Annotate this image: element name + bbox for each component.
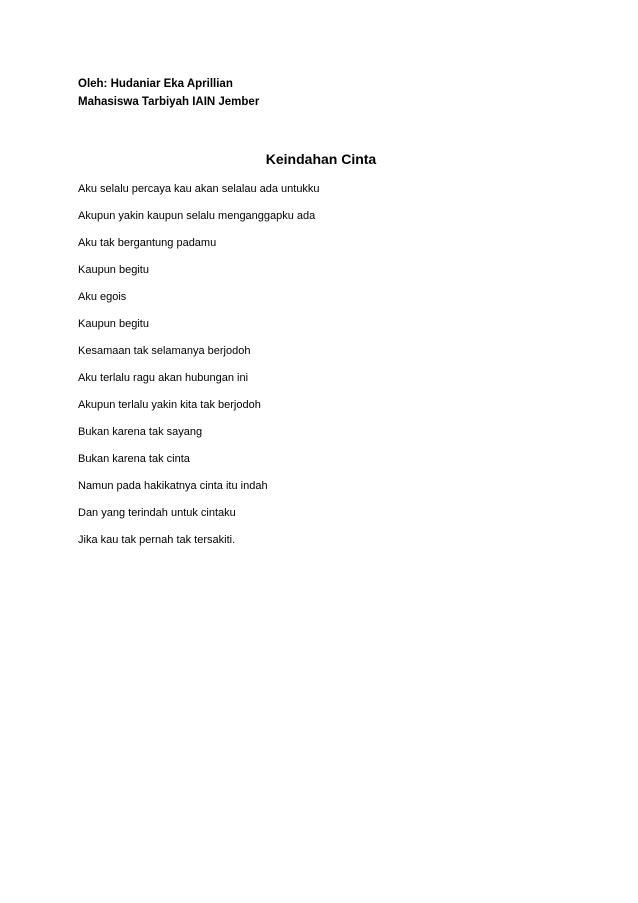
poem-line: Aku selalu percaya kau akan selalau ada untukku (78, 183, 320, 195)
poem-line: Jika kau tak pernah tak tersakiti. (78, 534, 236, 546)
poem-line: Dan yang terindah untuk cintaku (78, 507, 236, 519)
poem-line: Aku tak bergantung padamu (78, 237, 217, 249)
poem-line: Kaupun begitu (78, 264, 149, 276)
poem-line: Akupun yakin kaupun selalu menganggapku ada (78, 210, 316, 222)
author-block (78, 75, 259, 111)
poem-line: Kesamaan tak selamanya berjodoh (78, 345, 251, 357)
poem-line: Aku terlalu ragu akan hubungan ini (78, 372, 249, 384)
author-affiliation: Mahasiswa Tarbiyah IAIN Jember (78, 96, 260, 108)
poem-body (78, 181, 320, 559)
poem-line: Akupun terlalu yakin kita tak berjodoh (78, 399, 261, 411)
poem-line: Kaupun begitu (78, 318, 149, 330)
author-name: Oleh: Hudaniar Eka Aprillian (78, 78, 233, 90)
poem-title: Keindahan Cinta (265, 151, 377, 167)
poem-line: Bukan karena tak sayang (78, 426, 203, 438)
poem-line: Bukan karena tak cinta (78, 453, 190, 465)
poem-line: Namun pada hakikatnya cinta itu indah (78, 480, 268, 492)
poem-line: Aku egois (78, 291, 127, 303)
